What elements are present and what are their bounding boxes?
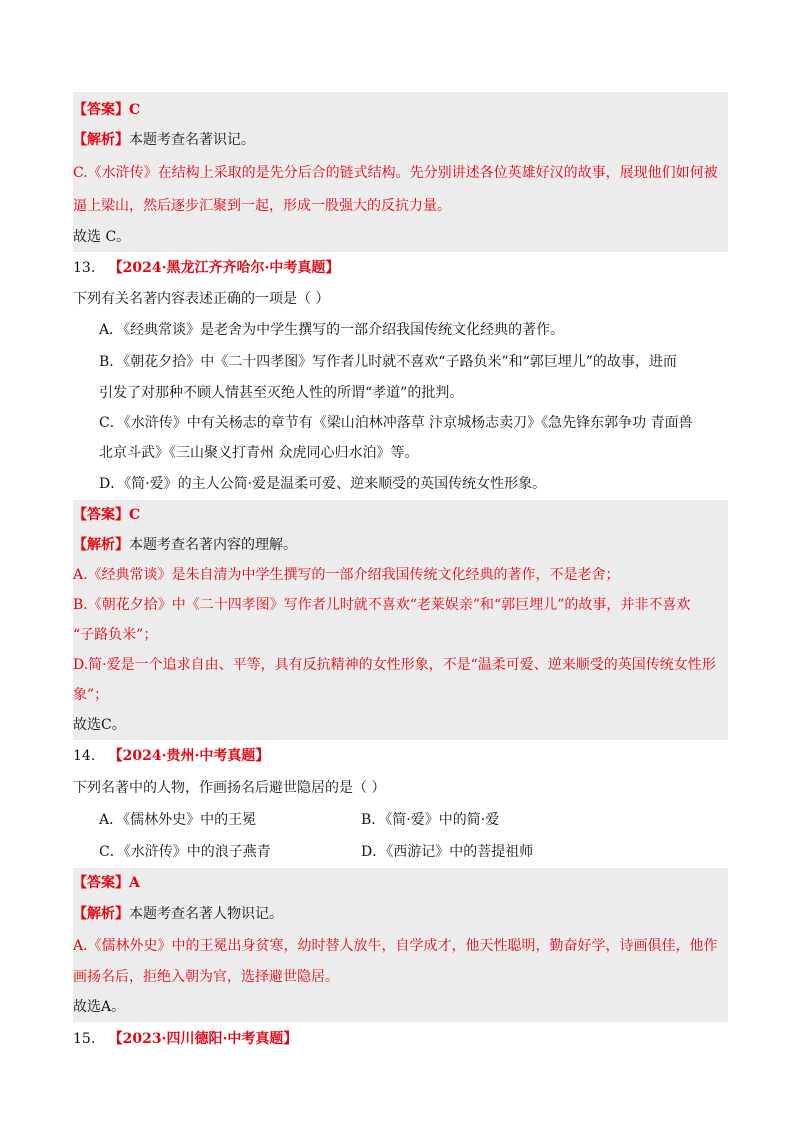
q12-choice: 故选 C。	[73, 229, 131, 245]
q14-option-b: B．《简·爱》中的简·爱	[361, 812, 500, 828]
q13-option-b: B．《朝花夕拾》中《二十四孝图》写作者儿时就不喜欢“子路负米”和“郭巨埋儿”的故事，进而	[99, 354, 677, 370]
q12-answer-block	[73, 92, 728, 252]
analysis-tag: 【解析】	[73, 537, 129, 553]
q14-options-row-2	[73, 836, 728, 868]
q13-explain-a: A.《经典常谈》是朱自清为中学生撰写的一部介绍我国传统文化经典的著作，不是老舍；	[73, 567, 620, 583]
answer-tag: 【答案】	[73, 875, 129, 891]
q14-explain-a: A.《儒林外史》中的王冕出身贫寒，幼时替人放牛，自学成才，他天性聪明，勤奋好学，诗画俱佳，他作	[73, 938, 718, 954]
q13-choice: 故选C。	[73, 717, 126, 733]
q13-option-d: D．《简·爱》的主人公简·爱是温柔可爱、逆来顺受的英国传统女性形象。	[99, 476, 547, 492]
q12-explain-2: 逼上梁山，然后逐步汇聚到一起，形成一股强大的反抗力量。	[73, 198, 451, 214]
analysis-tag: 【解析】	[73, 906, 129, 922]
question-number: 13.	[73, 260, 96, 276]
answer-value: A	[129, 875, 140, 891]
q13-explain-d-cont: 象”；	[73, 687, 109, 703]
q14-option-c: C．《水浒传》中的浪子燕青	[99, 844, 271, 860]
question-source-tag: 【2024·贵州·中考真题】	[108, 748, 270, 764]
q13-header	[73, 252, 728, 284]
q13-explain-b: B.《朝花夕拾》中《二十四孝图》写作者儿时就不喜欢“老莱娱亲”和“郭巨埋儿”的故事，并非不喜欢	[73, 597, 691, 613]
answer-tag: 【答案】	[73, 102, 129, 118]
answer-value: C	[129, 507, 141, 523]
q13-explain-d: D.简·爱是一个追求自由、平等，具有反抗精神的女性形象，不是“温柔可爱、逆来顺受的英国传统女性形	[73, 657, 716, 673]
q14-option-d: D．《西游记》中的菩提祖师	[361, 844, 534, 860]
q14-header	[73, 740, 728, 772]
q14-options-row-1	[73, 804, 728, 836]
q13-explain-b-cont: “子路负米”；	[73, 627, 158, 643]
analysis-text: 本题考查名著识记。	[129, 132, 255, 148]
q13-answer-block	[73, 500, 728, 740]
q13-option-c: C．《水浒传》中有关杨志的章节有《梁山泊林冲落草 汴京城杨志卖刀》《急先锋东郭争功 青面兽	[99, 415, 693, 431]
q13-question	[73, 252, 728, 500]
q13-stem: 下列有关名著内容表述正确的一项是（ ）	[73, 291, 330, 307]
question-number: 15.	[73, 1031, 96, 1047]
q13-option-b-cont: 引发了对那种不顾人情甚至灭绝人性的所谓“孝道”的批判。	[99, 385, 464, 401]
q12-answer-line	[73, 96, 728, 124]
analysis-text: 本题考查名著人物识记。	[129, 906, 283, 922]
q14-analysis-line	[73, 898, 728, 930]
q13-analysis-line	[73, 530, 728, 560]
q12-analysis-line	[73, 124, 728, 156]
question-source-tag: 【2023·四川德阳·中考真题】	[108, 1031, 298, 1047]
q14-option-a: A．《儒林外史》中的王冕	[99, 812, 257, 828]
q14-question	[73, 740, 728, 868]
q14-answer-block	[73, 868, 728, 1022]
q14-stem: 下列名著中的人物，作画扬名后避世隐居的是（ ）	[73, 780, 386, 796]
q15-header	[73, 1022, 728, 1056]
document-page	[73, 92, 728, 1056]
question-source-tag: 【2024·黑龙江齐齐哈尔·中考真题】	[108, 260, 340, 276]
q12-explain-1: C.《水浒传》在结构上采取的是先分后合的链式结构。先分别讲述各位英雄好汉的故事，展现他们如何被	[73, 165, 718, 181]
q14-answer-line	[73, 868, 728, 898]
q13-answer-line	[73, 500, 728, 530]
analysis-tag: 【解析】	[73, 132, 129, 148]
question-number: 14.	[73, 748, 96, 764]
q14-explain-a-cont: 画扬名后，拒绝入朝为官，选择避世隐居。	[73, 969, 339, 985]
q13-option-c-cont: 北京斗武》《三山聚义打青州 众虎同心归水泊》等。	[99, 445, 419, 461]
q14-choice: 故选A。	[73, 999, 126, 1015]
answer-value: C	[129, 102, 141, 118]
answer-tag: 【答案】	[73, 507, 129, 523]
analysis-text: 本题考查名著内容的理解。	[129, 537, 297, 553]
q13-option-a: A．《经典常谈》是老舍为中学生撰写的一部介绍我国传统文化经典的著作。	[99, 322, 565, 338]
